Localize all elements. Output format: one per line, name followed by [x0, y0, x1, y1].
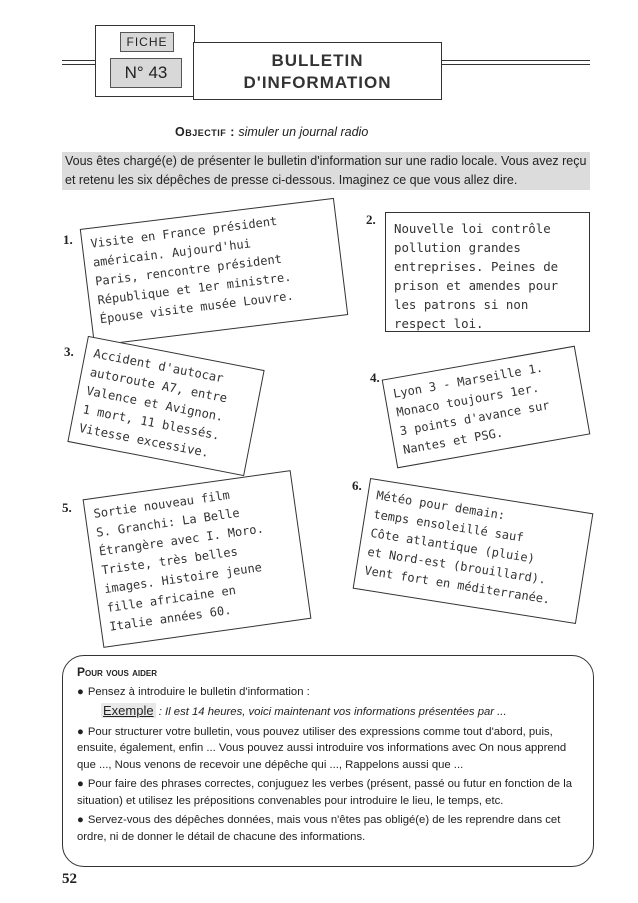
help-exemple — [77, 703, 579, 721]
header-rule-right-top — [440, 60, 590, 61]
objectif — [175, 125, 368, 139]
exemple-label: Exemple — [103, 703, 154, 718]
help-item-2: ● Pour structurer votre bulletin, vous pouvez utiliser des expressions comme tout d'abord, puis, ensuite, également, enfin ... Vous pouvez aussi introduire vos informations avec On nous apprend que ..., Nous venons de recevoir une dépêche qui ..., Rappelons aussi que ... — [77, 725, 567, 771]
depeche-number-1: 1. — [63, 232, 73, 247]
help-item-4: ● Servez-vous des dépêches données, mais vous n'êtes pas obligé(e) de les reprendre dans cet ordre, ni de donner le détail de chacune des informations. — [77, 814, 561, 843]
depeche-number-5: 5. — [62, 500, 72, 515]
depeche-card-2: Nouvelle loi contrôle pollution grandes entreprises. Peines de prison et amendes pour les patrons si non respect loi. — [385, 212, 590, 332]
objectif-label: Objectif : — [175, 125, 235, 139]
depeche-number-3: 3. — [64, 344, 74, 359]
depeche-card-6: Météo pour demain: temps ensoleillé sauf Côte atlantique (pluie) et Nord-est (brouillard). Vent fort en méditerranée. — [353, 478, 594, 624]
header-rule-left-top — [62, 60, 96, 61]
header-rule-right-bottom — [440, 64, 590, 65]
depeche-number-2: 2. — [366, 212, 376, 227]
help-item-4-text: Servez-vous des dépêches données, mais vous n'êtes pas obligé(e) de les reprendre dans cet ordre, ni de donner le détail de chacune des informations. — [77, 814, 561, 843]
help-item-2-text: Pour structurer votre bulletin, vous pouvez utiliser des expressions comme tout d'abord, puis, ensuite, également, enfin ... Vous pouvez aussi introduire vos informations avec On nous apprend que ..., Nous venons de recevoir une dépêche qui ..., Rappelons aussi que ... — [77, 725, 567, 771]
page-number: 52 — [62, 871, 77, 887]
help-item-1-text: Pensez à introduire le bulletin d'information : — [87, 685, 310, 698]
help-item-3-text: Pour faire des phrases correctes, conjuguez les verbes (présent, passé ou futur en fonction de la situation) et utilisez les prépositions convenables pour introduire le lieu, le temps, etc. — [77, 778, 572, 807]
help-item-1: ● Pensez à introduire le bulletin d'information : — [77, 685, 310, 698]
depeche-card-3: Accident d'autocar autoroute A7, entre Valence et Avignon. 1 mort, 11 blessés. Vitesse excessive. — [67, 336, 264, 476]
help-item-3: ● Pour faire des phrases correctes, conjuguez les verbes (présent, passé ou futur en fonction de la situation) et utilisez les prépositions convenables pour introduire le lieu, le temps, etc. — [77, 778, 572, 807]
title-line-1: BULLETIN — [271, 51, 364, 70]
objectif-text: simuler un journal radio — [238, 125, 369, 139]
depeche-number-4: 4. — [370, 370, 380, 385]
depeche-card-5: Sortie nouveau film S. Granchi: La Belle Étrangère avec I. Moro. Triste, très belles images. Histoire jeune fille africaine en Italie années 60. — [83, 470, 312, 648]
depeche-card-1: Visite en France président américain. Aujourd'hui Paris, rencontre président République et 1er ministre. Épouse visite musée Louvre. — [80, 198, 348, 346]
fiche-number: N° 43 — [110, 58, 182, 88]
title-line-2: D'INFORMATION — [243, 73, 392, 92]
depeche-card-4: Lyon 3 - Marseille 1. Monaco toujours 1er. 3 points d'avance sur Nantes et PSG. — [382, 346, 591, 469]
fiche-label: FICHE — [120, 32, 174, 52]
consigne: Vous êtes chargé(e) de présenter le bulletin d'information sur une radio locale. Vous avez reçu et retenu les six dépêches de presse ci-dessous. Imaginez ce que vous allez dire. — [62, 152, 590, 190]
page-title — [193, 42, 442, 100]
help-title: Pour vous aider — [77, 665, 158, 679]
exemple-text: : Il est 14 heures, voici maintenant vos informations présentées par ... — [158, 706, 507, 718]
help-box — [62, 655, 594, 867]
depeche-number-6: 6. — [352, 478, 362, 493]
header-rule-left-bottom — [62, 64, 96, 65]
